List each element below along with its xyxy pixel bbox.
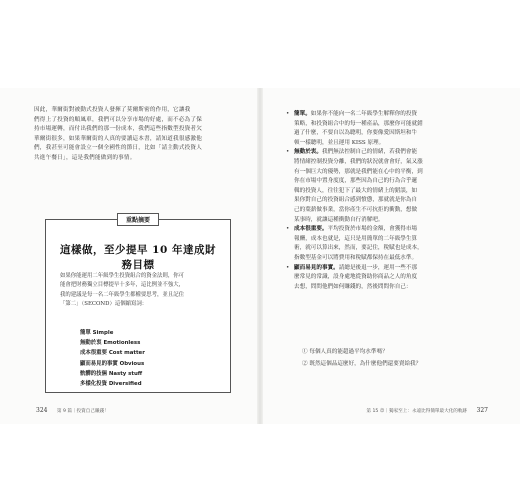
self-questions [302,346,421,370]
principle-item: 顯而易見的事實 Obvious [80,360,145,367]
bullet-head: 簡單。 [294,111,311,117]
bullet-head: 成本很重要。 [294,226,328,233]
summary-box-body: 如果你能運用二年級學生投資組合的資金法則，你可 能會把財務獨立目標提早十多年，這比例並不強大， 我的建議是每一名二年級學生都權要思考，並且記住 「第二」（SECOND）這個縮寫詞： [60,273,184,308]
bullet-text: 平均投資於市場的金額，會獲得市場 報酬，成本也就是，這只是用簡單的二年級學生算 術，就可以算出來，然而，要記住，稅賦也是成本， 指數型基金可以將費用和稅賦都保持在最低水準。 [294,226,423,261]
summary-box-title: 這樣做，至少提早 10 年達成財務目標 [60,244,216,271]
bullet-text: 如果你不能向一名二年級學生解釋你的投資 策略，和投資組合中的每一種產品，那麼你可能就錯 過了什麼，不要自以為聰明，你要像愛因斯坦和牛 頓一樣聰明，並且運用 KISS 原理。 [294,111,423,146]
page-number-right: 327 [476,407,488,414]
left-page [0,88,258,424]
bullet-item [286,264,486,293]
second-principles-list [80,328,145,389]
running-head-left: 第 9 篇｜投資自己賺錢！ [56,409,109,414]
right-page [262,88,520,424]
bullet-item [286,148,486,225]
bullet-item [286,110,486,148]
page-number-left: 324 [36,407,48,414]
left-footer [36,407,109,414]
second-bullets [286,110,486,292]
bullet-item [286,225,486,263]
summary-box [45,219,231,393]
question-item: ② 既然這個品這麼好，為什麼他們還要賣給我？ [302,361,422,367]
bullet-text: 請總是後退一步，運用一些不那 麼常見的常識，設身處地從資助你商品之人的角度 去想，問問他們如何賺錢的，然後問問你自己： [294,264,418,290]
book-spread [0,88,520,424]
bullet-text: 我們無法控制自己的情緒，若我們會能 將情緒控制投資分離，我們的狀況就會會好，氣又漲 有一個巨大的優勢，那就是我們能在心中的平衡，到 你在市場中置身度度，那些因為自己的行為合乎邏 輯的投資人，往往犯下了最大的情緒上的錯誤，如 果你對自己的投資組合感到憤憊，那就就是你為自 己的葉薪做事業，當你產生不可抗拒的衝動，想做 某事時，就讓這種衝動自行消解吧。 [294,149,423,223]
principle-item: 成本很重要 Cost matter [80,350,145,357]
question-item: ① 每個人真的能超過平均水準嗎？ [302,349,388,355]
running-head-right: 第 15 章｜獨家至上：永遠比得簡單最大化的軌跡 [366,409,468,414]
intro-paragraph: 因此，華爾街對被動式投資人發揮了莫爾斯密的作用，它讓我 們得上了投資的順風車，我們可以分享市場的好處，而不必為了保 持市場運轉，而付出我們的那一份成本，我們這些指數型投資者欠 華爾街很多，如果華爾街的人真的要讀這本書，請知道我很感激他 們，我甚至可能會設立一個全國性的節日，比如「請主動式投資人 共進午餐日」，這是我們能做到的事情。 [34,107,203,161]
bullet-head: 無動於衷。 [294,149,322,156]
summary-box-tab: 重點摘要 [117,213,159,226]
principle-item: 無動於衷 Emotionless [80,340,141,347]
principle-item: 骯髒的技倆 Nasty stuff [80,370,143,377]
right-footer [366,407,488,414]
principle-item: 多樣化投資 Diversified [80,381,142,388]
bullet-head: 顯而易見的事實。 [294,264,339,271]
principle-item: 簡單 Simple [80,330,114,336]
